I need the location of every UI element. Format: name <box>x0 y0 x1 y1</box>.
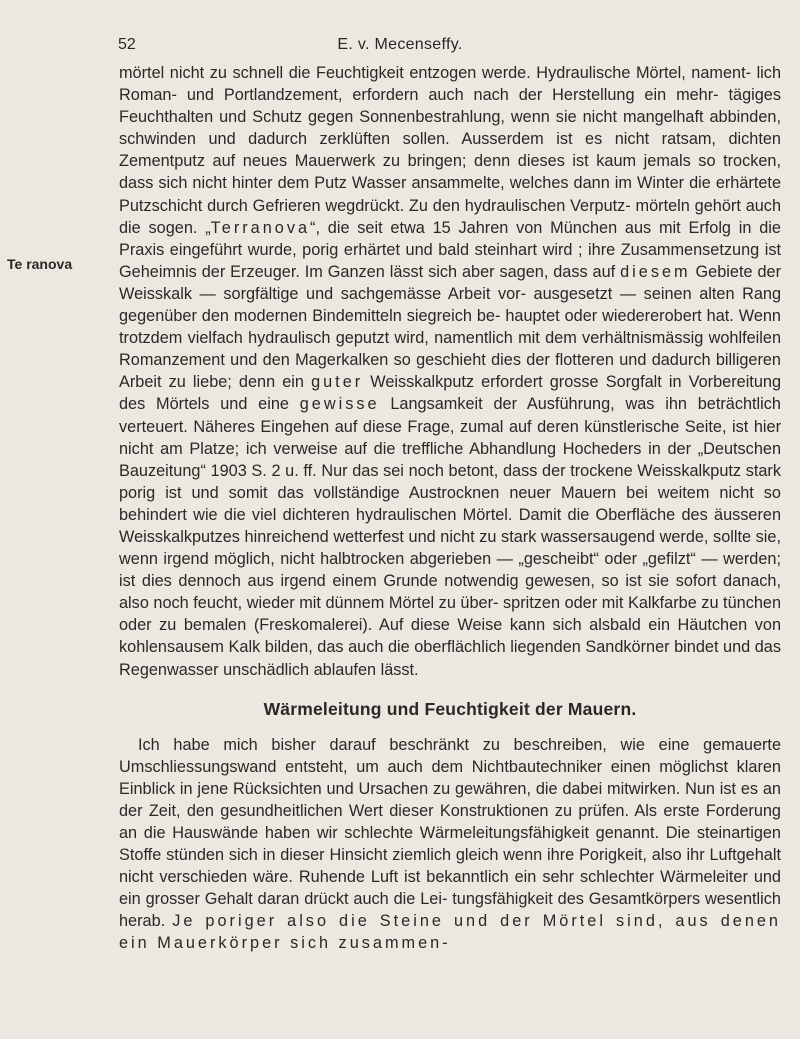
running-head: E. v. Mecenseffy. <box>337 36 463 53</box>
section-heading: Wärmeleitung und Feuchtigkeit der Mauern. <box>263 698 637 719</box>
page-header <box>0 30 800 54</box>
spaced-emphasis: diesem <box>620 262 691 281</box>
page-number: 52 <box>118 36 136 53</box>
spaced-emphasis: Terranova <box>210 218 311 237</box>
margin-note: Te ranova <box>7 256 73 272</box>
spaced-emphasis: guter <box>311 373 364 392</box>
body-text <box>119 62 781 955</box>
paragraph: Ich habe mich bisher darauf beschränkt zu beschreiben, wie eine gemauerte Umschliessungswand entsteht, um auch dem Nichtbautechniker einen möglichst klaren Einblick in jene Rücksichten und Ursachen zu gewähren, die dabei mitwirken. Nun ist es an der Zeit, den gesundheitlichen Wert dieser Konstruktionen zu prüfen. Als erste Forderung an die Hauswände haben wir schlechte Wärmeleitungsfähigkeit genannt. Die steinartigen Stoffe stünden sich in dieser Hinsicht ziemlich gleich wenn ihre Porigkeit, also ihr Luftgehalt nicht verschieden wäre. Ruhende Luft ist bekanntlich ein sehr schlechter Wärmeleiter und ein grosser Gehalt daran drückt auch die Lei- tungsfähigkeit des Gesamtkörpers wesentlich herab. Je poriger also die Steine und der Mörtel sind, aus denen ein Mauerkörper sich zusammen- <box>119 735 781 953</box>
spaced-emphasis: gewisse <box>299 395 380 414</box>
paragraph: mörtel nicht zu schnell die Feuchtigkeit entzogen werde. Hydraulische Mörtel, nament- lich Roman- und Portlandzement, erfordern auch nach der Herstellung ein mehr- tägiges Feuchthalten und Schutz gegen Sonnenbestrahlung, wenn sie nicht mangelhaft abbinden, schwinden und dadurch zerklüften sollen. Ausserdem ist es nicht ratsam, dichten Zementputz auf neues Mauerwerk zu bringen; denn dieses ist kaum jemals so trocken, dass sich nicht hinter dem Putz Wasser ansammelte, welches dann im Winter die erhärtete Putzschicht durch Gefrieren wegdrückt. Zu den hydraulischen Verputz- mörteln gehört auch die sogen. „Terranova“, die seit etwa 15 Jahren von München aus mit Erfolg in die Praxis eingeführt wurde, porig erhärtet und bald steinhart wird ; ihre Zusammensetzung ist Geheimnis der Erzeuger. Im Ganzen lässt sich aber sagen, dass auf diesem Gebiete der Weisskalk — sorgfältige und sachgemässe Arbeit vor- ausgesetzt — seinen alten Rang gegenüber den modernen Bindemitteln siegreich be- hauptet oder wiedererobert hat. Wenn trotzdem vielfach hydraulisch geputzt wird, namentlich mit dem verhältnismässig wohlfeilen Romanzement und den Magerkalken so geschieht dies der flotteren und dadurch billigeren Arbeit zu liebe; denn ein guter Weisskalkputz erfordert grosse Sorgfalt in Vorbereitung des Mörtels und eine gewisse Langsamkeit der Ausführung, was ihn beträchtlich verteuert. Näheres Eingehen auf diese Frage, zumal auf deren künstlerische Seite, ist hier nicht am Platze; ich verweise auf die treffliche Abhandlung Hocheders in der „Deutschen Bauzeitung“ 1903 S. 2 u. ff. Nur das sei noch betont, dass der trockene Weisskalkputz stark porig ist und somit das vollständige Austrocknen neuer Mauern bei weitem nicht so behindert wie die viel dichteren hydraulischen Mörtel. Damit die Oberfläche des äusseren Weisskalkputzes hinreichend wetterfest und nicht zu stark wassersaugend werde, sollte sie, wenn irgend möglich, nicht halbtrocken abgerieben — „gescheibt“ oder „gefilzt“ — werden; ist dies dennoch aus irgend einem Grunde notwendig gewesen, so ist sie sofort danach, also noch feucht, wieder mit dünnem Mörtel zu über- spritzen oder mit Kalkfarbe zu tünchen oder zu bemalen (Freskomalerei). Auf diese Weise kann sich alsbald ein Häutchen von kohlensausem Kalk bilden, das auch die oberflächlich liegenden Sandkörner bindet und das Regenwasser unschädlich ablaufen lässt. <box>119 64 782 679</box>
spaced-emphasis: Je poriger also die Steine und der Mörtel sind, aus denen ein Mauerkörper sich zusammen- <box>119 912 781 953</box>
